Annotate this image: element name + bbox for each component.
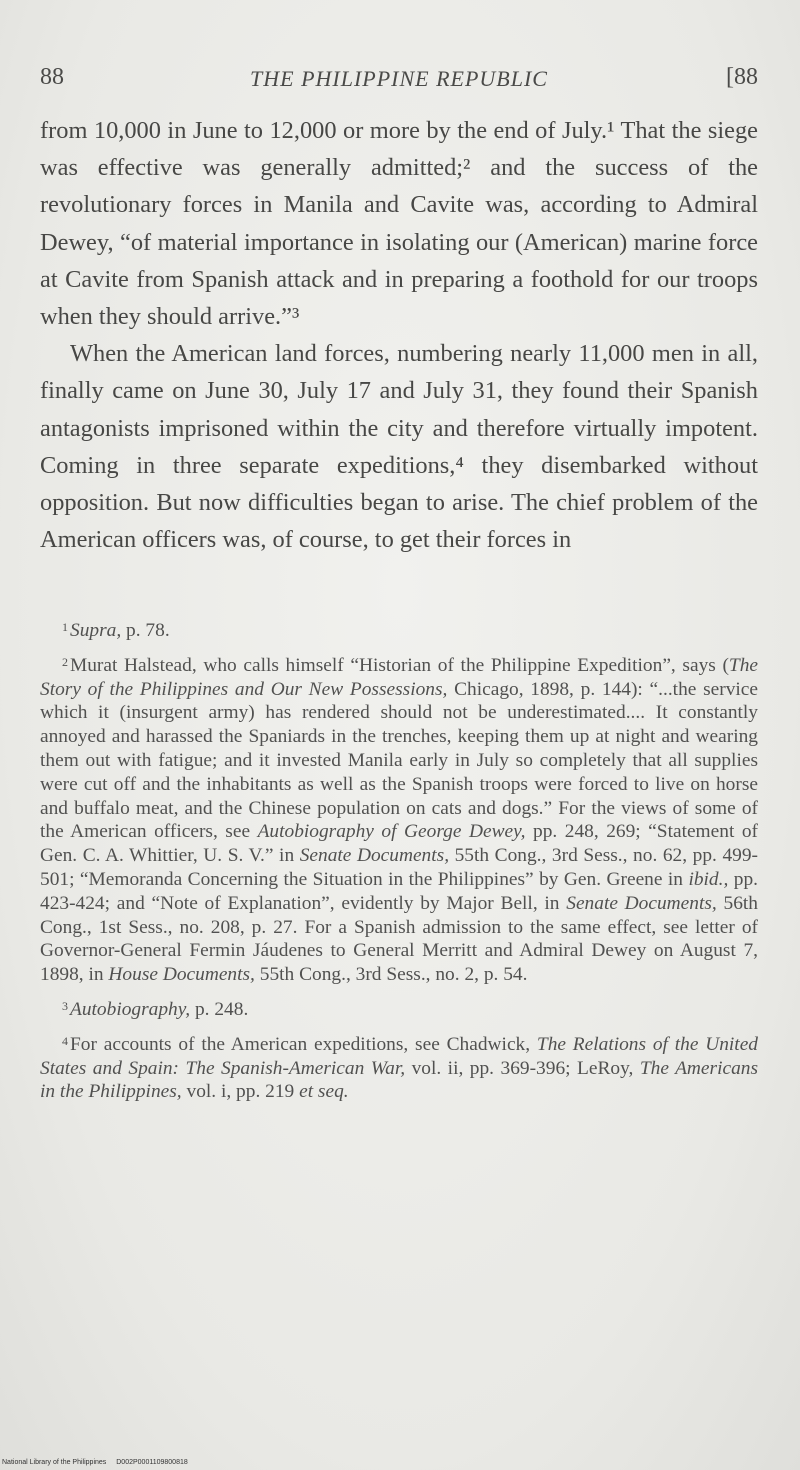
footnote-text: pp. 423-424; and “Note of Explanation”, evidently by Major Bell, in bbox=[40, 868, 758, 914]
footnote-citation: The Americans in the Philippines, bbox=[40, 1057, 759, 1103]
footnotes bbox=[40, 616, 758, 1104]
footnote-text: p. 78. bbox=[121, 620, 170, 641]
footnote-text: vol. i, pp. 219 bbox=[181, 1081, 300, 1103]
footnote-1 bbox=[40, 616, 758, 643]
footnote-text: Murat Halstead, who calls himself “Historian of the Philippine Expedition”, says ( bbox=[70, 654, 729, 676]
paragraph-1: from 10,000 in June to 12,000 or more by the end of July.¹ That the siege was effective was generally admitted;² and the success of the revolutionary forces in Manila and Cavite was, according to Admiral Dewey, “of material importance in isolating our (American) marine force at Cavite from Spanish attack and in preparing a foothold for our troops when they should arrive.”³ bbox=[40, 117, 758, 331]
footnote-marker: 4 bbox=[62, 1033, 68, 1048]
footnote-marker: 1 bbox=[62, 620, 68, 634]
footnote-text: Chicago, 1898, p. 144): “...the service which it (insurgent army) has rendered should not be underestimated.... It constantly annoyed and harassed the Spaniards in the trenches, keeping them up at night and wearing them out with fatigue; and it invested Manila early in July so completely that all supplies were cut off and the inhabitants as well as the Spanish troops were forced to live on horse and buffalo meat, and the Chinese population on cats and dogs.” For the views of some of the American officers, see bbox=[40, 678, 758, 843]
footnote-2 bbox=[40, 651, 758, 987]
running-title: THE PHILIPPINE REPUBLIC bbox=[250, 66, 548, 91]
footnote-citation: Senate Documents, bbox=[299, 845, 450, 867]
scan-code: D002P0001109800818 bbox=[116, 1459, 188, 1466]
scan-credit bbox=[2, 1459, 196, 1466]
footnote-text: 56th Cong., 1st Sess., no. 208, p. 27. For a Spanish admission to the same effect, see letter of Governor-General Fermin Jáudenes to General Merritt and Admiral Dewey on August 7, 1898, in bbox=[40, 892, 758, 986]
footnote-citation: Autobiography of George Dewey, bbox=[257, 821, 526, 843]
page-number-left: 88 bbox=[40, 64, 64, 90]
footnote-citation: Supra, bbox=[70, 620, 122, 641]
footnote-4 bbox=[40, 1030, 758, 1104]
footnote-citation: et seq. bbox=[299, 1081, 349, 1103]
body-text bbox=[40, 112, 758, 558]
paragraph-2: When the American land forces, numbering nearly 11,000 men in all, finally came on June 30, July 17 and July 31, they found their Spanish antagonists imprisoned within the city and therefore virtually impotent. Coming in three separate expeditions,⁴ they disembarked without opposition. But now difficulties began to arise. The chief problem of the American officers was, of course, to get their forces in bbox=[40, 340, 758, 554]
footnote-citation: House Documents, bbox=[108, 964, 255, 986]
running-header bbox=[40, 64, 758, 104]
footnote-3 bbox=[40, 995, 758, 1022]
footnote-marker: 2 bbox=[62, 654, 68, 669]
footnote-text: vol. ii, pp. 369-396; LeRoy, bbox=[405, 1057, 640, 1079]
footnote-citation: The Story of the Philippines and Our New Possessions, bbox=[40, 654, 758, 700]
footnote-text: 55th Cong., 3rd Sess., no. 62, pp. 499-501; “Memoranda Concerning the Situation in the Philippines” by Gen. Greene in bbox=[40, 845, 758, 890]
footnote-marker: 3 bbox=[62, 998, 68, 1013]
footnote-citation: Autobiography, bbox=[70, 998, 191, 1020]
footnote-text: 55th Cong., 3rd Sess., no. 2, p. 54. bbox=[254, 964, 528, 986]
footnote-text: p. 248. bbox=[190, 998, 249, 1020]
footnote-text: pp. 248, 269; “Statement of Gen. C. A. Whittier, U. S. V.” in bbox=[40, 821, 758, 867]
footnote-citation: ibid., bbox=[688, 868, 729, 890]
footnote-text: For accounts of the American expeditions, see Chadwick, bbox=[70, 1033, 537, 1055]
footnote-citation: The Relations of the United States and Spain: The Spanish-American War, bbox=[40, 1033, 758, 1079]
footnote-citation: Senate Documents, bbox=[566, 892, 717, 914]
library-name: National Library of the Philippines bbox=[2, 1459, 107, 1466]
page-number-right: [88 bbox=[726, 64, 758, 90]
